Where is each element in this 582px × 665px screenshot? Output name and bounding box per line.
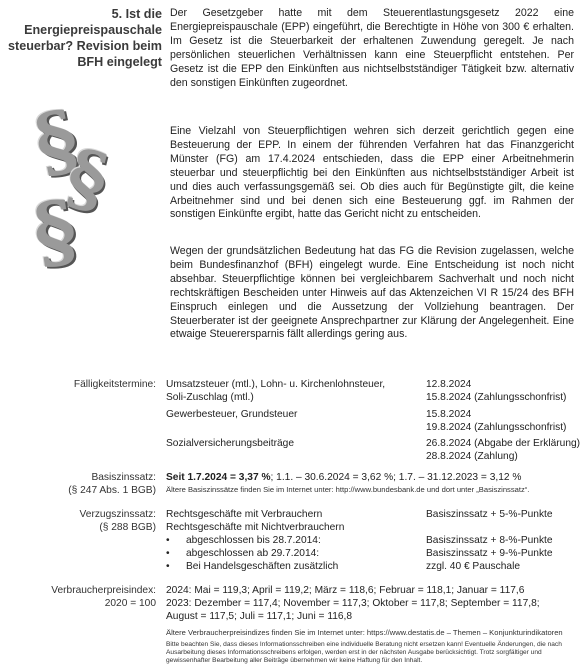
due-date: 15.8.2024 (Zahlungsschonfrist) xyxy=(426,392,567,403)
section-heading: 5. Ist die Energiepreispauschale steuerbar? Revision beim BFH eingelegt xyxy=(8,7,162,69)
due-date: 15.8.2024 xyxy=(426,409,472,420)
due-date: 28.8.2024 (Zahlung) xyxy=(426,451,518,462)
verzug-item: abgeschlossen bis 28.7.2014: xyxy=(186,535,321,546)
tax-item: Umsatzsteuer (mtl.), Lohn- u. Kirchenlohnsteuer, xyxy=(166,379,386,390)
disclaimer: Bitte beachten Sie, dass dieses Informationsschreiben eine individuelle Beratung nicht ersetzen kann! Eventuelle Änderungen, die nach Ausarbeitung dieses Informationsschreibens erfolgen, werden erst in der nächsten Ausgabe berücksichtigt. Trotz sorgfältiger und gewissenhafter Bearbeitung aller Beiträge übernehmen wir keine Haftung für den Inhalt. xyxy=(166,641,562,664)
vpi-label: Verbraucherpreisindex: xyxy=(51,585,156,596)
bullet-icon: • xyxy=(166,561,170,572)
vpi-sublabel: 2020 = 100 xyxy=(104,598,156,609)
vpi-line: 2024: Mai = 119,3; April = 119,2; März = 118,6; Februar = 118,1; Januar = 117,6 xyxy=(166,585,525,596)
basiszins-block xyxy=(0,471,582,497)
verzug-sublabel: (§ 288 BGB) xyxy=(99,522,156,533)
paragraph-symbol-image xyxy=(26,92,148,286)
paragraph-1: Der Gesetzgeber hatte mit dem Steuerentlastungsgesetz 2022 eine Energiepreispauschale (EPP) eingeführt, die Berechtigte in Höhe von 300 € erhalten. Im Gesetz ist die Steuerbarkeit der erhaltenen Zuwendung geregelt. Je nach persönlichen steuerlichen Verhältnissen kann eine Steuerpflicht entstehen. Per Gesetz ist die EPP den Einkünften aus nichtselbstständiger Tätigkeit bzw. alternativ den sonstigen Einkünften zugeordnet. xyxy=(170,7,574,89)
vpi-line: August = 117,5; Juli = 117,1; Juni = 116,8 xyxy=(166,611,353,622)
basiszins-values xyxy=(166,471,578,484)
tax-item: Soli-Zuschlag (mtl.) xyxy=(166,392,254,403)
paragraph-symbol-icon: § xyxy=(26,92,86,191)
due-date: 19.8.2024 (Zahlungsschonfrist) xyxy=(426,422,567,433)
due-date: 26.8.2024 (Abgabe der Erklärung) xyxy=(426,438,581,449)
verzug-value: Basiszinssatz + 9-%-Punkte xyxy=(426,548,553,559)
verzug-item: abgeschlossen ab 29.7.2014: xyxy=(186,548,320,559)
tax-item: Sozialversicherungsbeiträge xyxy=(166,438,294,449)
basiszins-history: ; 1.1. – 30.6.2024 = 3,62 %; 1.7. – 31.12.2023 = 3,12 % xyxy=(270,472,522,483)
due-date: 12.8.2024 xyxy=(426,379,472,390)
paragraph-3: Wegen der grundsätzlichen Bedeutung hat das FG die Revision zugelassen, welche beim Bundesfinanzhof (BFH) eingelegt wurde. Eine Entscheidung ist noch nicht absehbar. Steuerpflichtige können bei vergleichbarem Sachverhalt und noch nicht rechtskräftigen Bescheiden unter Hinweis auf das Aktenzeichen VI R 15/24 des BFH Einspruch einlegen und die Aussetzung der Vollziehung beantragen. Der Steuerberater ist der geeignete Ansprechpartner zur Klärung der Angelegenheit. Eine etwaige Steuerersparnis fällt allerdings gering aus. xyxy=(170,245,574,341)
verzug-value: zzgl. 40 € Pauschale xyxy=(426,561,521,572)
vpi-line: 2023: Dezember = 117,4; November = 117,3; Oktober = 117,8; September = 117,8; xyxy=(166,598,540,609)
vpi-block xyxy=(0,584,582,624)
basiszins-sublabel: (§ 247 Abs. 1 BGB) xyxy=(68,485,156,496)
bullet-icon: • xyxy=(166,535,170,546)
verzug-block xyxy=(0,508,582,574)
faelligkeit-label: Fälligkeitstermine: xyxy=(73,379,156,390)
faelligkeit-block-extra xyxy=(0,450,582,464)
verzug-item: Bei Handelsgeschäften zusätzlich xyxy=(186,561,339,572)
basiszins-label: Basiszinssatz: xyxy=(91,472,156,483)
verzug-item: Rechtsgeschäfte mit Verbrauchern xyxy=(166,509,323,520)
tax-item: Gewerbesteuer, Grundsteuer xyxy=(166,409,298,420)
bullet-icon: • xyxy=(166,548,170,559)
basiszins-current: Seit 1.7.2024 = 3,37 % xyxy=(166,472,271,483)
basiszins-note: Ältere Basiszinssätze finden Sie im Internet unter: http://www.bundesbank.de und dort unter „Basiszinssatz“. xyxy=(166,485,530,494)
paragraph-2: Eine Vielzahl von Steuerpflichtigen wehren sich derzeit gerichtlich gegen eine Besteuerung der EPP. In einem der führenden Verfahren hat das Finanzgericht Münster (FG) am 17.4.2024 entschieden, dass die EPP einer Arbeitnehmerin steuerbar und steuerpflichtig bei den Einkünften aus nichtselbstständiger Arbeit ist und dies auch verfassungsgemäß sei. Ob dies auch für Begünstigte gilt, die keine Arbeitnehmer sind und bei denen sich eine Besteuerung ggf. im Rahmen der sonstigen Einkünfte ergibt, hatte das Gericht nicht zu entscheiden. xyxy=(170,125,574,221)
faelligkeit-block xyxy=(0,378,582,450)
verzug-label: Verzugszinssatz: xyxy=(79,509,156,520)
paragraph-symbol-icon: § xyxy=(27,181,83,281)
paragraph-symbol-icon: § xyxy=(58,132,117,226)
verzug-item: Rechtsgeschäfte mit Nichtverbrauchern xyxy=(166,522,345,533)
vpi-note: Ältere Verbraucherpreisindizes finden Sie im Internet unter: https://www.destatis.de – Themen – Konjunkturindikatoren xyxy=(166,628,563,637)
verzug-value: Basiszinssatz + 8-%-Punkte xyxy=(426,535,553,546)
verzug-value: Basiszinssatz + 5-%-Punkte xyxy=(426,509,553,520)
